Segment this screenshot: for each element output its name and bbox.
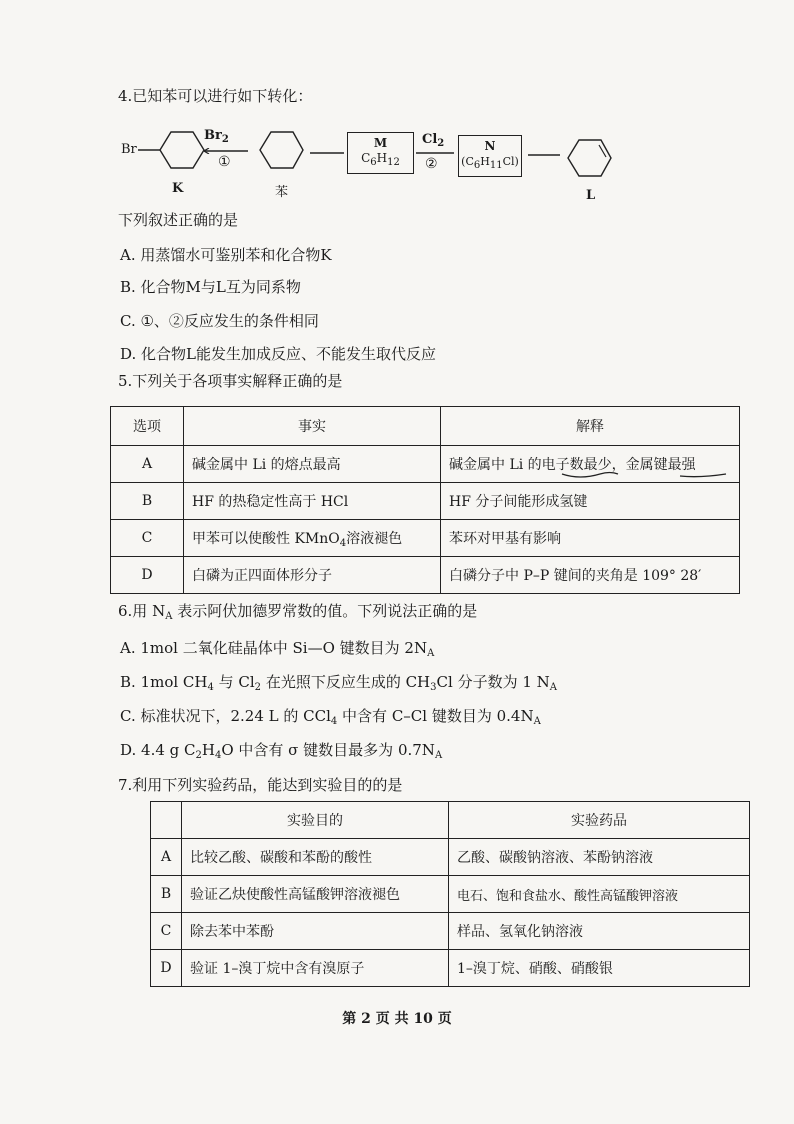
q4-prompt: 下列叙述正确的是 [118, 211, 239, 229]
header-goal: 实验目的 [182, 802, 449, 839]
table-row: A 碱金属中 Li 的熔点最高 碱金属中 Li 的电子数最少，金属键最强 [111, 446, 740, 483]
table-row: B HF 的热稳定性高于 HCl HF 分子间能形成氢键 [111, 483, 740, 520]
page-footer: 第 2 页 共 10 页 [342, 1011, 452, 1027]
cyclohexene-structure [566, 136, 614, 182]
n-formula: $(C_6H_{11}Cl)$ [461, 155, 519, 171]
table-header-row [111, 407, 740, 446]
reagent-br2: $Br_2$ [204, 128, 229, 145]
q5-table [110, 406, 740, 594]
label-l: L [586, 188, 596, 203]
q4-option-b: B. 化合物M与L互为同系物 [120, 278, 301, 296]
reagent-cl2: $Cl_2$ [422, 132, 445, 149]
q4-stem: 4.已知苯可以进行如下转化： [118, 87, 313, 105]
step1-marker: ① [218, 154, 231, 170]
q7-stem: 7.利用下列实验药品，能达到实验目的的是 [118, 776, 403, 794]
q6-option-d: D. 4.4 g $C_2H_4O$ 中含有 σ 键数目最多为 $0.7N_A$ [120, 741, 443, 761]
compound-m-box: M $C_6H_{12}$ [347, 132, 414, 174]
q4-option-a: A. 用蒸馏水可鉴别苯和化合物K [120, 246, 332, 264]
table-row: D 验证 1–溴丁烷中含有溴原子 1–溴丁烷、硝酸、硝酸银 [151, 950, 750, 987]
arrow-to-l [528, 152, 562, 158]
table-row: B 验证乙炔使酸性高锰酸钾溶液褪色 电石、饱和食盐水、酸性高锰酸钾溶液 [151, 876, 750, 913]
q4-option-d: D. 化合物L能发生加成反应、不能发生取代反应 [120, 345, 436, 363]
label-benzene: 苯 [275, 185, 289, 200]
table-header-row [151, 802, 750, 839]
header-option: 选项 [111, 407, 184, 446]
table-row: D 白磷为正四面体形分子 白磷分子中 P–P 键间的夹角是 109° 28′ [111, 557, 740, 594]
q6-stem: 6.用 $N_A$ 表示阿伏加德罗常数的值。下列说法正确的是 [118, 602, 478, 622]
label-k: K [172, 181, 184, 196]
q7-table [150, 801, 750, 987]
header-explanation: 解释 [441, 407, 740, 446]
compound-n-box: N $(C_6H_{11}Cl)$ [458, 135, 522, 177]
table-row: C 除去苯中苯酚 样品、氢氧化钠溶液 [151, 913, 750, 950]
q4-option-c: C. ①、②反应发生的条件相同 [120, 312, 319, 330]
arrow-to-m [310, 150, 346, 156]
q6-option-c: C. 标准状况下，2.24 L 的 CCl$_4$ 中含有 C–Cl 键数目为 $0.4N_A$ [120, 707, 541, 727]
benzene-structure [258, 128, 304, 174]
q6-option-b: B. 1mol $CH_4$ 与 $Cl_2$ 在光照下反应生成的 $CH_3Cl$ 分子数为 1 $N_A$ [120, 673, 558, 693]
fact-kmno4: 甲苯可以使酸性 KMnO$_4$溶液褪色 [184, 520, 441, 557]
q5-stem: 5.下列关于各项事实解释正确的是 [118, 372, 343, 390]
header-fact: 事实 [184, 407, 441, 446]
step2-marker: ② [425, 156, 438, 172]
table-row: C 甲苯可以使酸性 KMnO$_4$溶液褪色 苯环对甲基有影响 [111, 520, 740, 557]
q6-option-a: A. 1mol 二氧化硅晶体中 Si—O 键数目为 $2N_A$ [120, 639, 435, 659]
handwritten-underline [560, 468, 730, 482]
table-row: A 比较乙酸、碳酸和苯酚的酸性 乙酸、碳酸钠溶液、苯酚钠溶液 [151, 839, 750, 876]
m-formula: $C_6H_{12}$ [361, 151, 400, 168]
header-reagents: 实验药品 [449, 802, 750, 839]
k-bromo-label: Br [121, 142, 137, 157]
